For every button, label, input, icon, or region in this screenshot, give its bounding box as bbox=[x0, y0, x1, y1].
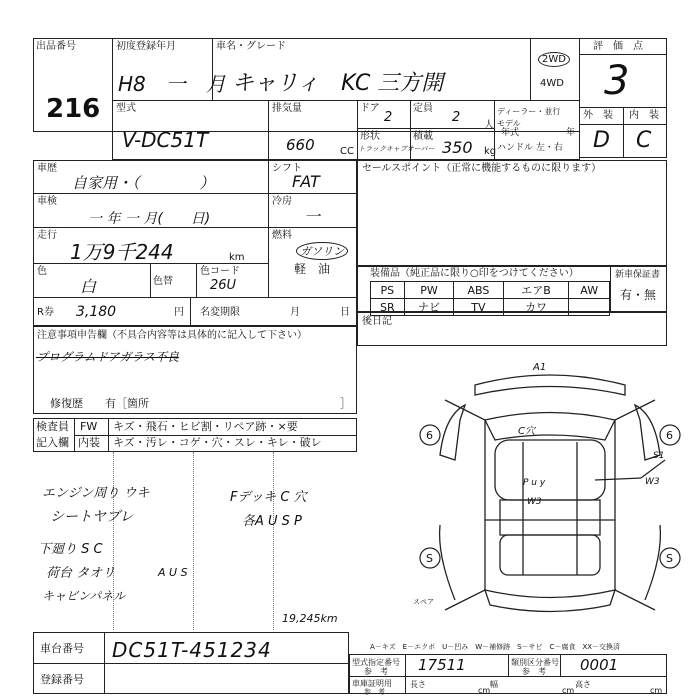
repair-label: 修復歴 有［箇所 bbox=[50, 397, 149, 410]
mark-c-hole: C穴 bbox=[518, 426, 535, 437]
type-cert-value: 17511 bbox=[418, 656, 466, 674]
notes-label: 注意事項申告欄（不具合内容等は具体的に記入して下さい） bbox=[37, 330, 307, 341]
repair-bracket: ］ bbox=[340, 397, 351, 410]
interior-value: C bbox=[636, 128, 652, 153]
model-label: 型式 bbox=[116, 103, 136, 114]
history-value: 自家用・（ ） bbox=[72, 174, 215, 192]
equip-tv: TV bbox=[454, 299, 503, 316]
color-code-label: 色コード bbox=[200, 266, 240, 277]
cc-unit: CC bbox=[340, 146, 354, 157]
wheel-mark-rl: S bbox=[426, 552, 433, 565]
note-right-small: A U S bbox=[158, 566, 188, 579]
equip-abs: ABS bbox=[454, 282, 503, 299]
drive-2wd: 2WD bbox=[538, 52, 570, 67]
width-label: 幅 bbox=[490, 680, 498, 689]
ac-value: 一 bbox=[304, 207, 321, 226]
ac-label: 冷房 bbox=[272, 196, 292, 207]
equip-aw: AW bbox=[569, 282, 610, 299]
year-suffix: 年 bbox=[566, 128, 576, 138]
load-value: 350 bbox=[442, 138, 473, 157]
capacity-label: 定員 bbox=[413, 103, 433, 114]
fuel-diesel: 軽 油 bbox=[294, 262, 331, 276]
dealer-label: ディーラー・並行 bbox=[497, 107, 561, 116]
type-cert-ref: 参 考 bbox=[364, 667, 388, 676]
equip-navi: ナビ bbox=[404, 299, 454, 316]
shape-label: 形状 bbox=[360, 131, 380, 142]
chassis-value: DC51T-451234 bbox=[112, 638, 272, 662]
equip-ps: PS bbox=[371, 282, 405, 299]
displacement-label: 排気量 bbox=[272, 103, 302, 114]
cert-label: 車庫証明用 bbox=[352, 679, 392, 688]
cert-ref: 参 考 bbox=[364, 688, 385, 696]
spare-label: スペア bbox=[413, 598, 434, 606]
history-label: 車歴 bbox=[37, 163, 57, 174]
note-left-2: シートヤブレ bbox=[50, 509, 134, 525]
warranty-value: 有・無 bbox=[620, 288, 657, 302]
class-label: 類別区分番号 bbox=[511, 658, 559, 667]
note-right-2: 各A U S P bbox=[242, 514, 302, 529]
shift-label: シフト bbox=[272, 163, 302, 174]
exterior-value: D bbox=[593, 128, 610, 153]
kg-unit: kg bbox=[484, 146, 497, 157]
recycle-value: 3,180 bbox=[76, 304, 117, 320]
height-label: 高さ bbox=[575, 680, 591, 689]
color-value: 白 bbox=[80, 277, 97, 296]
car-value: キャリィ KC 三方開 bbox=[232, 71, 444, 96]
sales-point-label: セールスポイント（正常に機能するものに限ります） bbox=[362, 163, 602, 174]
note-left-1: エンジン周り ウキ bbox=[42, 486, 150, 501]
type-cert-label: 型式指定番号 bbox=[352, 658, 400, 667]
fw-items: キズ・飛石・ヒビ割・リペア跡・×要 bbox=[113, 420, 298, 433]
note-left-3: 下廻り S C bbox=[38, 542, 103, 557]
equipment-table bbox=[370, 281, 610, 316]
year-label: 年式 bbox=[501, 128, 520, 138]
inspection-value: 一 年 一 月( 日) bbox=[88, 211, 211, 227]
mileage-note: 19,245km bbox=[282, 612, 338, 625]
shift-value: FAT bbox=[292, 172, 320, 191]
car-diagram bbox=[405, 360, 695, 625]
mark-w3-side: W3 bbox=[645, 477, 660, 487]
damage-legend: A－キズ E－エクボ U－凹み W－補修跡 S－サビ C－腐食 XX－交換済 bbox=[370, 643, 621, 651]
day-unit: 日 bbox=[340, 307, 350, 318]
fuel-gas: ガソリン bbox=[296, 242, 348, 260]
wheel-mark-rr: S bbox=[666, 552, 673, 565]
door-value: 2 bbox=[384, 110, 393, 125]
mileage-value: 1万9千244 bbox=[70, 240, 174, 264]
mark-w3: W3 bbox=[527, 497, 542, 507]
load-label: 積載 bbox=[413, 131, 433, 142]
name-change-label: 名変期限 bbox=[200, 307, 240, 318]
score-label: 評 価 点 bbox=[593, 41, 643, 52]
warranty-label: 新車保証書 bbox=[615, 270, 661, 280]
fw-label: FW bbox=[80, 420, 98, 433]
capacity-value: 2 bbox=[452, 110, 461, 125]
note-left-5: キャビンパネル bbox=[42, 589, 126, 603]
notes-value: プログラムドアガラス不良 bbox=[36, 350, 180, 364]
equip-sr: SR bbox=[371, 299, 405, 316]
km-unit: km bbox=[229, 252, 245, 263]
handle-label: ハンドル 左・右 bbox=[497, 143, 563, 153]
equip-pw: PW bbox=[404, 282, 454, 299]
length-label: 長さ bbox=[410, 680, 426, 689]
interior-label: 内 装 bbox=[629, 110, 659, 121]
mileage-label: 走行 bbox=[37, 230, 57, 241]
fuel-label: 燃料 bbox=[272, 230, 292, 241]
recycle-label: R券 bbox=[37, 307, 54, 318]
door-label: ドア bbox=[360, 103, 380, 114]
color-change-label: 色替 bbox=[153, 276, 173, 287]
inspector-label-1: 検査員 bbox=[36, 420, 69, 433]
in-label: 内装 bbox=[78, 436, 100, 449]
displacement-value: 660 bbox=[286, 136, 315, 154]
back-note-box bbox=[357, 312, 667, 346]
note-left-4: 荷台 タオリ bbox=[46, 566, 116, 581]
score-value: 3 bbox=[604, 58, 630, 104]
color-label: 色 bbox=[37, 266, 47, 277]
lot-label: 出品番号 bbox=[36, 41, 76, 52]
class-ref: 参 考 bbox=[522, 667, 546, 676]
mark-a1: A1 bbox=[533, 362, 547, 373]
in-items: キズ・汚レ・コゲ・穴・スレ・キレ・破レ bbox=[113, 436, 322, 449]
reg-no-label: 登録番号 bbox=[40, 673, 84, 686]
inspector-label-2: 記入欄 bbox=[36, 436, 69, 449]
reg-label: 初度登録年月 bbox=[116, 41, 176, 52]
wheel-mark-fl: 6 bbox=[426, 429, 433, 442]
mark-s1: S1 bbox=[653, 451, 665, 461]
inspection-label: 車検 bbox=[37, 196, 57, 207]
yen-unit: 円 bbox=[174, 307, 184, 318]
reg-value: H8 一 月 bbox=[118, 72, 226, 96]
wheel-mark-fr: 6 bbox=[666, 429, 673, 442]
equip-leather: カワ bbox=[503, 299, 569, 316]
model-year-label: モデル bbox=[497, 119, 521, 128]
equipment-label: 装備品（純正品に限り○印をつけてください） bbox=[370, 268, 579, 279]
shape-value: トラックキャブオーバー bbox=[358, 145, 435, 153]
drive-4wd: 4WD bbox=[540, 78, 564, 89]
car-label: 車名・グレード bbox=[216, 41, 286, 52]
month-unit: 月 bbox=[290, 307, 300, 318]
model-value: V-DC51T bbox=[122, 128, 209, 152]
back-note-label: 後日記 bbox=[362, 316, 392, 327]
length-unit: cm bbox=[478, 686, 491, 695]
exterior-label: 外 装 bbox=[583, 110, 613, 121]
person-unit: 人 bbox=[484, 120, 494, 131]
equip-airbag: エアB bbox=[503, 282, 569, 299]
width-unit: cm bbox=[562, 686, 575, 695]
lot-number: 216 bbox=[46, 94, 101, 124]
chassis-label: 車台番号 bbox=[40, 642, 84, 655]
color-code-value: 26U bbox=[210, 278, 237, 293]
class-value: 0001 bbox=[580, 656, 619, 674]
height-unit: cm bbox=[650, 686, 663, 695]
sales-point-box bbox=[357, 160, 667, 266]
note-right-1: Fデッキ C 穴 bbox=[230, 490, 307, 505]
mark-puy: P u y bbox=[523, 478, 546, 488]
